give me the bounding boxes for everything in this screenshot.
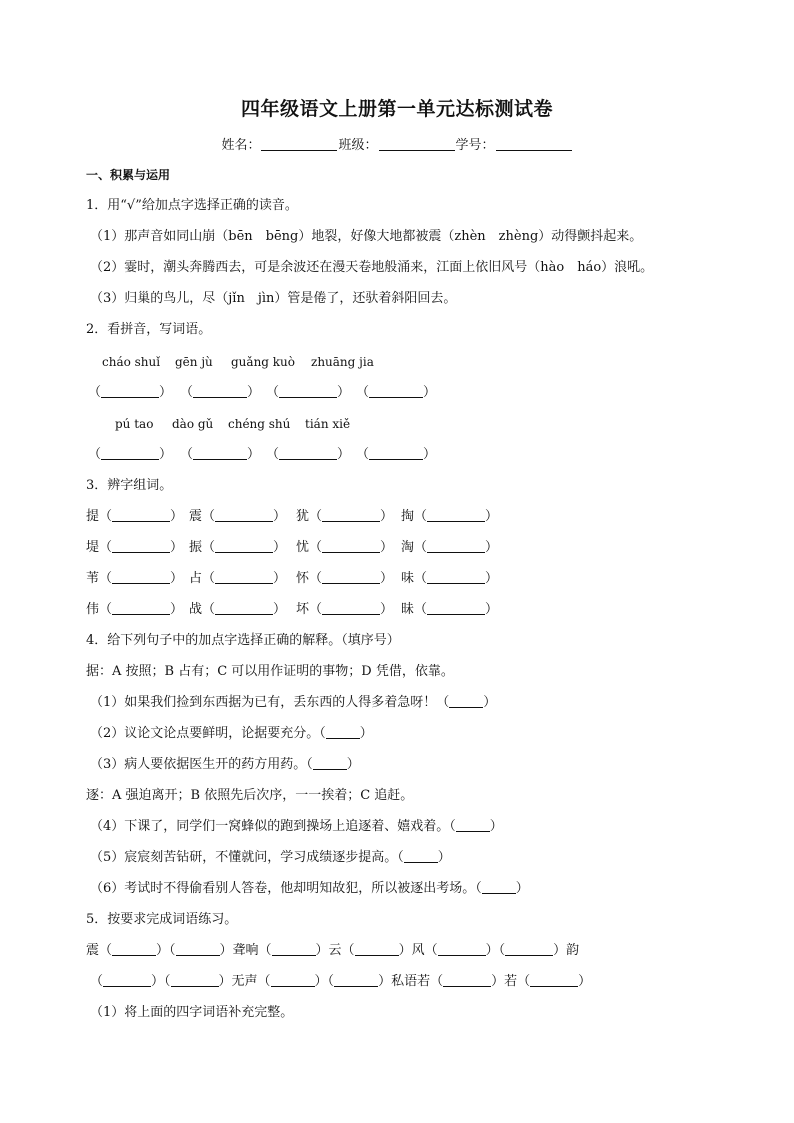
idiom-row-2: （ ）（ ）无声（ ）（ ）私语若（ ）若（ ）: [90, 974, 592, 989]
answer-slot[interactable]: （ ）: [180, 447, 261, 462]
pinyin-item: gēn jù: [175, 355, 213, 369]
answer-row-2: [88, 446, 436, 464]
class-field[interactable]: [379, 138, 455, 151]
word-group-row: 伟（ ） 战（ ） 坏（ ） 昧（ ）: [86, 602, 499, 617]
question-4-item: （6）考试时不得偷看别人答卷，他却明知故犯，所以被逐出考场。（ ）: [90, 881, 529, 896]
student-info-line: [0, 134, 794, 153]
question-4-item: （4）下课了，同学们一窝蜂似的跑到操场上追逐着、嬉戏着。（ ）: [90, 819, 503, 834]
pinyin-item: dào gǔ: [172, 417, 214, 431]
answer-blank[interactable]: [313, 757, 347, 770]
word-group-row: 苇（ ） 占（ ） 怀（ ） 味（ ）: [86, 571, 499, 586]
question-2-stem: 2．看拼音，写词语。: [86, 322, 212, 337]
answer-blank[interactable]: [456, 819, 490, 832]
answer-slot[interactable]: （ ）: [88, 447, 173, 462]
question-4-item: （5）宸宸刻苦钻研，不懂就问，学习成绩逐步提高。（ ）: [90, 850, 451, 865]
question-1-item-2: （2）霎时，潮头奔腾西去，可是余波还在漫天卷地般涌来，江面上依旧风号（hào háo）浪吼。: [90, 260, 654, 275]
answer-row-1: [88, 384, 436, 402]
pinyin-item: pú tao: [115, 417, 154, 431]
question-1-item-1: （1）那声音如同山崩（bēn bēng）地裂，好像大地都被震（zhèn zhèng）动得颤抖起来。: [90, 229, 643, 244]
word-group-row: 堤（ ） 振（ ） 忧（ ） 淘（ ）: [86, 540, 499, 555]
question-4-item: （1）如果我们捡到东西据为已有，丢东西的人得多着急呀！（ ）: [90, 695, 497, 710]
number-label: 学号：: [455, 138, 495, 153]
question-4-item: （2）议论文论点要鲜明，论据要充分。（ ）: [90, 726, 373, 741]
question-4-item: （3）病人要依据医生开的药方用药。（ ）: [90, 757, 360, 772]
pinyin-row-2: [115, 415, 350, 433]
class-label: 班级：: [338, 138, 378, 153]
pinyin-item: guǎng kuò: [231, 355, 296, 369]
pinyin-item: cháo shuǐ: [102, 355, 161, 369]
answer-slot[interactable]: （ ）: [88, 385, 173, 400]
idiom-row-1: 震（ ）（ ）聋响（ ）云（ ）风（ ）（ ）韵: [86, 943, 580, 958]
pinyin-item: zhuāng jia: [311, 355, 374, 369]
answer-slot[interactable]: （ ）: [266, 385, 351, 400]
question-3-stem: 3．辨字组词。: [86, 478, 173, 493]
question-5-item-1: （1）将上面的四字词语补充完整。: [90, 1005, 294, 1020]
answer-blank[interactable]: [326, 726, 360, 739]
question-5-stem: 5．按要求完成词语练习。: [86, 912, 238, 927]
answer-slot[interactable]: （ ）: [266, 447, 351, 462]
answer-blank[interactable]: [404, 850, 438, 863]
word-group-row: 提（ ） 震（ ） 犹（ ） 掏（ ）: [86, 509, 499, 524]
definition-ju: 据：A 按照；B 占有；C 可以用作证明的事物；D 凭借，依靠。: [86, 664, 454, 679]
pinyin-item: chéng shú: [228, 417, 291, 431]
question-1-stem: 1．用“√”给加点字选择正确的读音。: [86, 198, 298, 213]
number-field[interactable]: [496, 138, 572, 151]
answer-blank[interactable]: [449, 695, 483, 708]
answer-slot[interactable]: （ ）: [180, 385, 261, 400]
section-heading: 一、积累与运用: [86, 168, 171, 182]
pinyin-row-1: [102, 353, 374, 371]
question-1-item-3: （3）归巢的鸟儿，尽（jǐn jìn）管是倦了，还驮着斜阳回去。: [90, 291, 457, 306]
name-label: 姓名：: [221, 138, 261, 153]
answer-blank[interactable]: [482, 881, 516, 894]
definition-zhu: 逐：A 强迫离开；B 依照先后次序，一一挨着；C 追赶。: [86, 788, 414, 803]
pinyin-item: tián xiě: [305, 417, 351, 431]
answer-slot[interactable]: （ ）: [356, 385, 437, 400]
name-field[interactable]: [261, 138, 337, 151]
page-title: 四年级语文上册第一单元达标测试卷: [240, 98, 553, 120]
answer-slot[interactable]: （ ）: [356, 447, 437, 462]
question-4-stem: 4．给下列句子中的加点字选择正确的解释。（填序号）: [86, 633, 400, 648]
